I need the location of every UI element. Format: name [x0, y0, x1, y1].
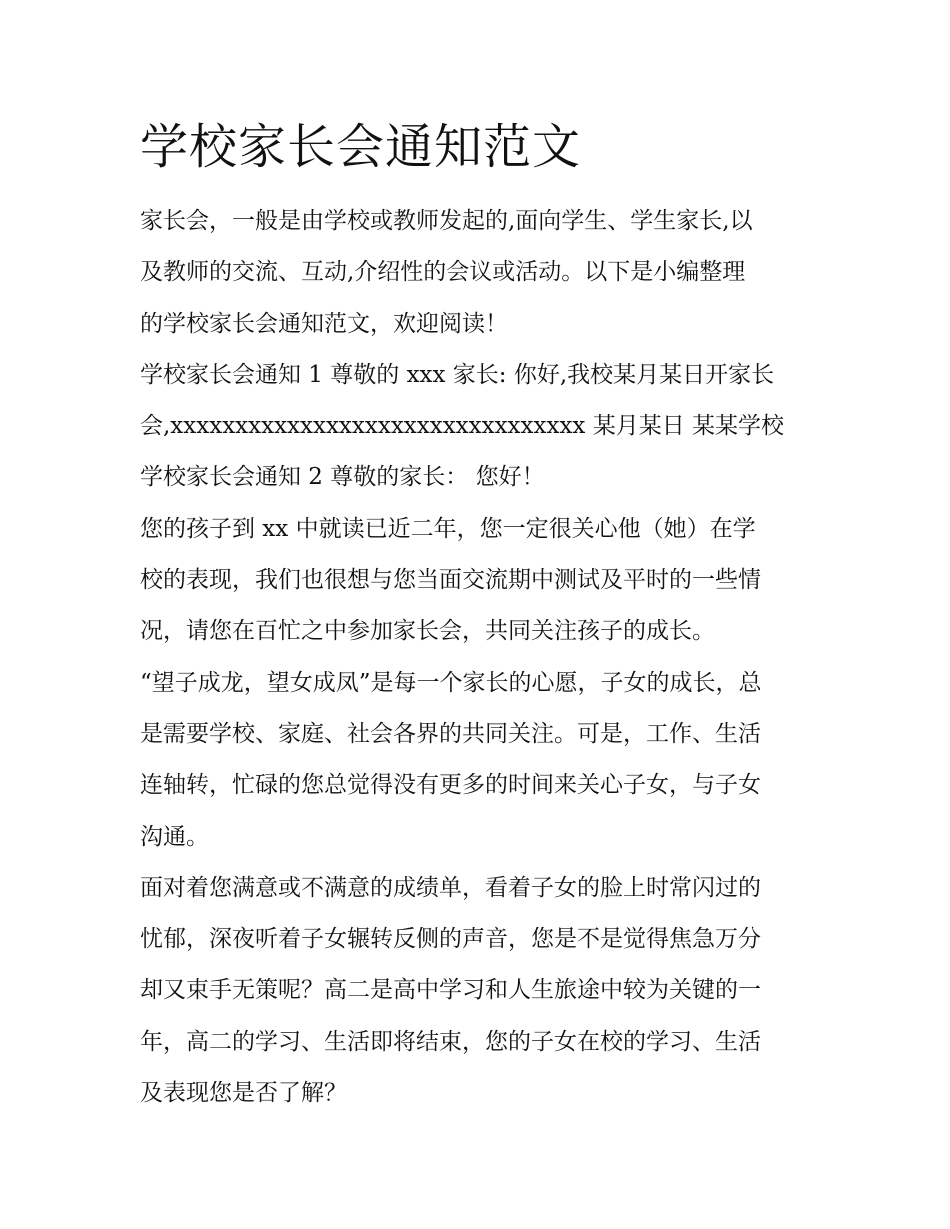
text-line: 学校家长会通知 1 尊敬的 xxx 家长: 你好,我校某月某日开家长 [140, 361, 775, 388]
text-line: 学校家长会通知 2 尊敬的家长： 您好！ [140, 464, 545, 491]
text-line: 年，高二的学习、生活即将结束，您的子女在校的学习、生活 [140, 1028, 761, 1055]
text-line: 会,xxxxxxxxxxxxxxxxxxxxxxxxxxxxxxxx 某月某日 某某学校 [140, 413, 785, 440]
text-line: 是需要学校、家庭、社会各界的共同关注。可是，工作、生活 [140, 720, 761, 747]
text-line: 您的孩子到 xx 中就读已近二年，您一定很关心他（她）在学 [140, 515, 756, 542]
text-line: 却又束手无策呢？高二是高中学习和人生旅途中较为关键的一 [140, 977, 761, 1004]
text-line: 及表现您是否了解？ [140, 1080, 347, 1107]
text-line: 面对着您满意或不满意的成绩单，看着子女的脸上时常闪过的 [140, 874, 761, 901]
text-line: 连轴转，忙碌的您总觉得没有更多的时间来关心子女，与子女 [140, 772, 761, 799]
text-line: “望子成龙，望女成凤”是每一个家长的心愿，子女的成长，总 [140, 669, 762, 696]
document-body [140, 196, 820, 1119]
text-line: 况，请您在百忙之中参加家长会，共同关注孩子的成长。 [140, 618, 715, 645]
text-line: 的学校家长会通知范文，欢迎阅读！ [140, 310, 508, 337]
text-line: 校的表现，我们也很想与您当面交流期中测试及平时的一些情 [140, 567, 761, 594]
text-line: 忧郁，深夜听着子女辗转反侧的声音，您是不是觉得焦急万分 [140, 926, 761, 953]
text-line: 及教师的交流、互动,介绍性的会议或活动。以下是小编整理 [140, 259, 746, 286]
page-title: 学校家长会通知范文 [140, 119, 582, 175]
text-line: 家长会，一般是由学校或教师发起的,面向学生、学生家长,以 [140, 208, 753, 234]
text-line: 沟通。 [140, 823, 209, 850]
